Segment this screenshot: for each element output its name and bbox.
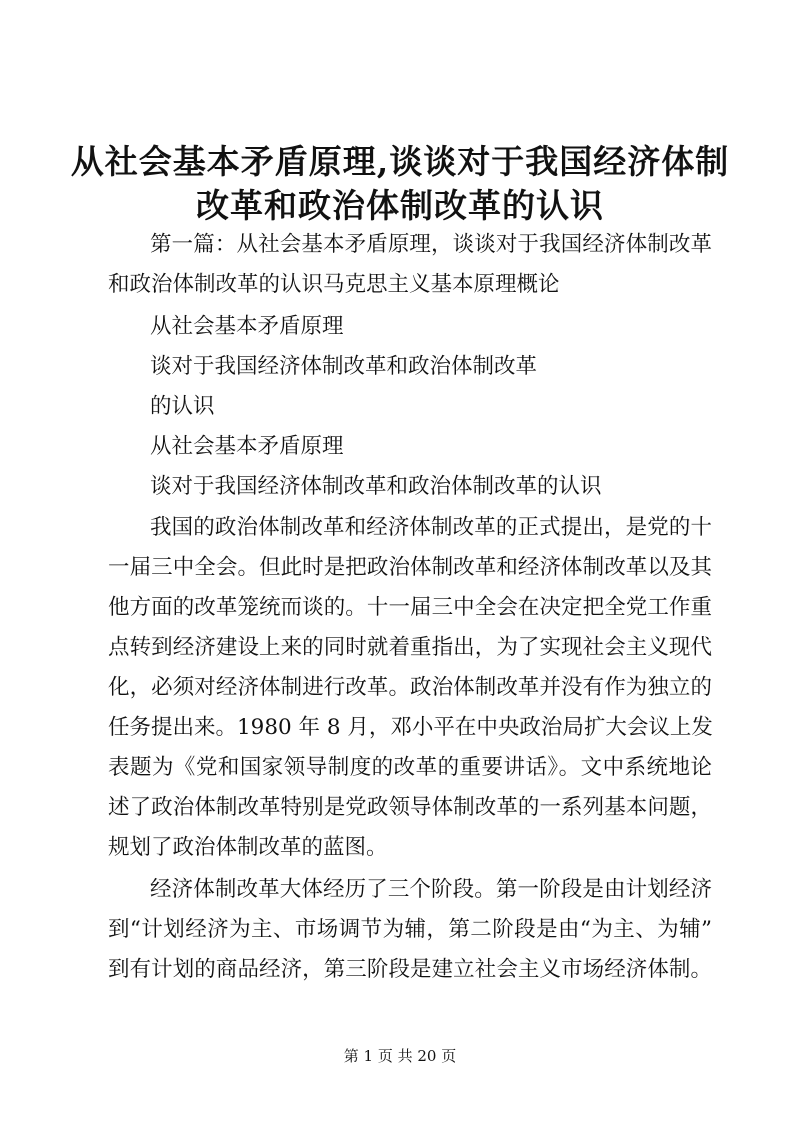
text-line: 到“计划经济为主、市场调节为辅，第二阶段是由“为主、为辅” (108, 917, 712, 942)
text-line: 从社会基本矛盾原理 (150, 314, 344, 339)
page-number-footer: 第 1 页 共 20 页 (343, 1047, 457, 1065)
text-line: 的认识 (150, 394, 215, 419)
text-line: 我国的政治体制改革和经济体制改革的正式提出，是党的十 (150, 515, 712, 540)
text-line: 第一篇：从社会基本矛盾原理，谈谈对于我国经济体制改革 (150, 232, 712, 257)
document-title-line-2: 改革和政治体制改革的认识 (196, 186, 604, 225)
text-line: 他方面的改革笼统而谈的。十一届三中全会在决定把全党工作重 (108, 595, 712, 620)
text-line: 从社会基本矛盾原理 (150, 434, 344, 459)
text-line: 一届三中全会。但此时是把政治体制改革和经济体制改革以及其 (108, 555, 712, 580)
text-line: 规划了政治体制改革的蓝图。 (108, 835, 388, 860)
text-line: 表题为《党和国家领导制度的改革的重要讲话》。文中系统地论 (108, 755, 712, 780)
text-line: 谈对于我国经济体制改革和政治体制改革的认识 (150, 474, 602, 499)
text-line: 到有计划的商品经济，第三阶段是建立社会主义市场经济体制。 (108, 957, 712, 982)
text-line: 化，必须对经济体制进行改革。政治体制改革并没有作为独立的 (108, 675, 712, 700)
document-title-line-1: 从社会基本矛盾原理,谈谈对于我国经济体制 (70, 142, 730, 181)
text-line: 谈对于我国经济体制改革和政治体制改革 (150, 354, 538, 379)
text-line: 述了政治体制改革特别是党政领导体制改革的一系列基本问题， (108, 795, 712, 820)
text-line: 经济体制改革大体经历了三个阶段。第一阶段是由计划经济 (150, 877, 712, 902)
text-line: 点转到经济建设上来的同时就着重指出，为了实现社会主义现代 (108, 635, 712, 660)
text-line: 任务提出来。1980 年 8 月，邓小平在中央政治局扩大会议上发 (108, 715, 713, 740)
text-line: 和政治体制改革的认识马克思主义基本原理概论 (108, 272, 560, 297)
